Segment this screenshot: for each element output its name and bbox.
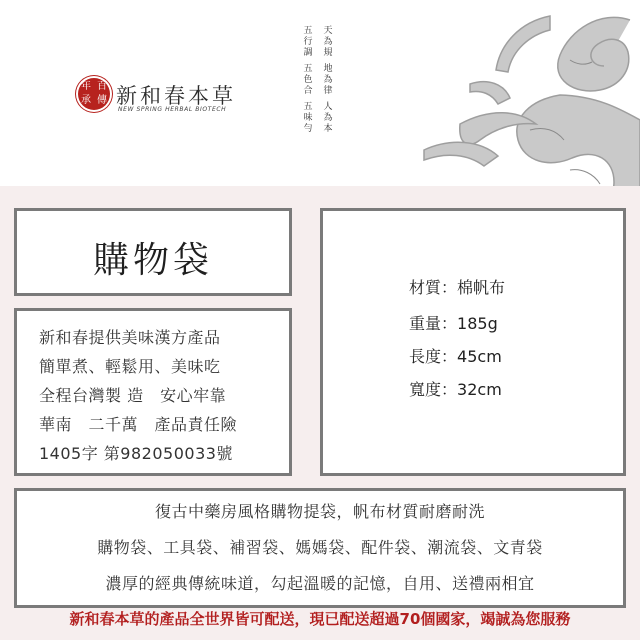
dragon-illustration: [400, 0, 640, 186]
spec-row-width: [409, 377, 502, 400]
info-line: 購物袋、工具袋、補習袋、媽媽袋、配件袋、潮流袋、文青袋: [97, 538, 543, 557]
spec-value: 45cm: [457, 347, 502, 366]
spec-separator: ：: [441, 314, 458, 333]
poem-line: 地為律: [323, 64, 333, 96]
spec-label: 寬度: [409, 380, 442, 399]
description-card: [14, 308, 292, 476]
seal-char: 承: [81, 95, 91, 106]
shipping-footer: 新和春本草的產品全世界皆可配送，現已配送超過70個國家，竭誠為您服務: [69, 610, 571, 628]
spec-row-weight: [409, 311, 498, 334]
heritage-seal: [78, 78, 110, 110]
info-line: 復古中藥房風格購物提袋，帆布材質耐磨耐洗: [154, 502, 485, 521]
brand-english-name: NEW SPRING HERBAL BIOTECH: [118, 106, 227, 113]
brand-name: 新和春本草: [116, 84, 236, 108]
seal-char: 傳: [97, 95, 107, 106]
spec-row-length: [409, 344, 502, 367]
poem-line: 五色合: [303, 64, 313, 96]
info-card: [14, 488, 626, 608]
seal-char: 百: [97, 81, 107, 92]
poem-line: 五行調: [303, 26, 313, 58]
description-line: 1405字 第982050033號: [39, 444, 233, 463]
header-banner: [0, 0, 640, 186]
poem-column: [322, 26, 334, 135]
spec-separator: ：: [441, 380, 458, 399]
seal-char: 年: [81, 81, 91, 92]
poem-column: [302, 26, 314, 135]
description-line: 簡單煮、輕鬆用、美味吃: [39, 357, 221, 376]
info-line: 濃厚的經典傳統味道，勾起溫暖的記憶，自用、送禮兩相宜: [105, 574, 535, 593]
spec-label: 長度: [409, 347, 442, 366]
spec-value: 32cm: [457, 380, 502, 399]
spec-separator: ：: [441, 278, 458, 297]
product-title: 購物袋: [92, 240, 213, 281]
poem-line: 天為規: [323, 26, 333, 58]
title-card: [14, 208, 292, 296]
description-line: 全程台灣製 造 安心牢靠: [39, 386, 227, 405]
spec-label: 重量: [409, 314, 442, 333]
description-line: 華南 二千萬 產品責任險: [39, 415, 238, 434]
poem-line: 人為本: [323, 102, 333, 134]
spec-card: [320, 208, 626, 476]
spec-separator: ：: [441, 347, 458, 366]
poem-line: 五味勻: [303, 102, 313, 134]
description-line: 新和春提供美味漢方產品: [39, 328, 221, 347]
spec-value: 185g: [457, 314, 498, 333]
spec-value: 棉帆布: [457, 278, 506, 297]
spec-label: 材質: [409, 278, 442, 297]
spec-row-material: [409, 275, 505, 298]
